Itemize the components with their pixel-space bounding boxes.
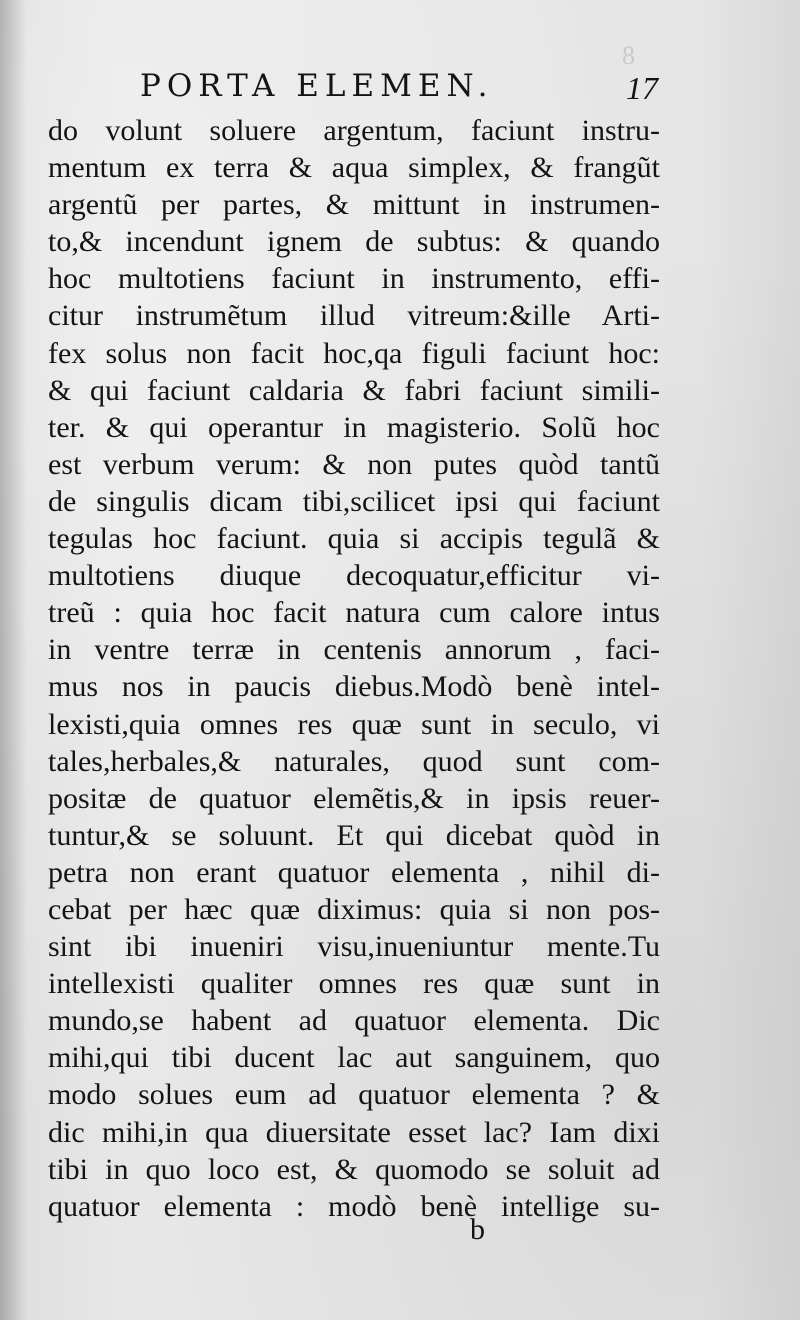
- text-line: dic mihi,in qua diuersitate esset lac? Iam dixi: [48, 1115, 660, 1149]
- text-line: est verbum verum: & non putes quòd tantũ: [48, 447, 660, 481]
- text-line: mentum ex terra & aqua simplex, & frangũt: [48, 151, 660, 185]
- text-line: tales,herbales,& naturales, quod sunt com-: [48, 744, 660, 778]
- running-head: [140, 64, 670, 112]
- text-line: lexisti,quia omnes res quæ sunt in seculo, vi: [48, 707, 660, 741]
- gutter-shadow: [0, 0, 26, 1320]
- text-line: sint ibi inueniri visu,inueniuntur mente.Tu: [48, 930, 660, 964]
- text-line: treũ : quia hoc facit natura cum calore intus: [48, 596, 660, 630]
- text-line: fex solus non facit hoc,qa figuli faciunt hoc:: [48, 336, 660, 370]
- body-text: [48, 112, 660, 1225]
- text-line: tegulas hoc faciunt. quia si accipis tegulã &: [48, 522, 660, 556]
- page-number: 17: [626, 70, 658, 106]
- text-line: argentũ per partes, & mittunt in instrumen-: [48, 188, 660, 222]
- text-line: quatuor elementa : modò benè intellige su-: [48, 1189, 660, 1223]
- text-line: do volunt soluere argentum, faciunt instru-: [48, 114, 660, 147]
- text-line: & qui faciunt caldaria & fabri faciunt simili-: [48, 373, 660, 407]
- text-line: citur instrumẽtum illud vitreum:&ille Arti-: [48, 299, 660, 333]
- text-line: intellexisti qualiter omnes res quæ sunt in: [48, 967, 660, 1001]
- text-line: in ventre terræ in centenis annorum , faci-: [48, 633, 660, 667]
- text-line: mus nos in paucis diebus.Modò benè intel-: [48, 670, 660, 704]
- text-line: ter. & qui operantur in magisterio. Solũ hoc: [48, 410, 660, 444]
- text-line: tuntur,& se soluunt. Et qui dicebat quòd in: [48, 818, 660, 852]
- running-head-title: PORTA ELEMEN.: [140, 68, 494, 104]
- text-line: modo solues eum ad quatuor elementa ? &: [48, 1078, 660, 1112]
- text-line: petra non erant quatuor elementa , nihil di-: [48, 855, 660, 889]
- text-line: de singulis dicam tibi,scilicet ipsi qui faciunt: [48, 484, 660, 518]
- text-line: to,& incendunt ignem de subtus: & quando: [48, 225, 660, 259]
- text-line: positæ de quatuor elemẽtis,& in ipsis reuer-: [48, 781, 660, 815]
- text-line: mundo,se habent ad quatuor elementa. Dic: [48, 1004, 660, 1038]
- text-line: cebat per hæc quæ diximus: quia si non pos-: [48, 892, 660, 926]
- text-line: mihi,qui tibi ducent lac aut sanguinem, quo: [48, 1041, 660, 1075]
- signature-mark: b: [470, 1213, 485, 1246]
- text-line: hoc multotiens faciunt in instrumento, effi-: [48, 262, 660, 296]
- svg-text:8: 8: [622, 41, 635, 70]
- text-line: multotiens diuque decoquatur,efficitur vi-: [48, 559, 660, 593]
- text-line: tibi in quo loco est, & quomodo se soluit ad: [48, 1152, 660, 1186]
